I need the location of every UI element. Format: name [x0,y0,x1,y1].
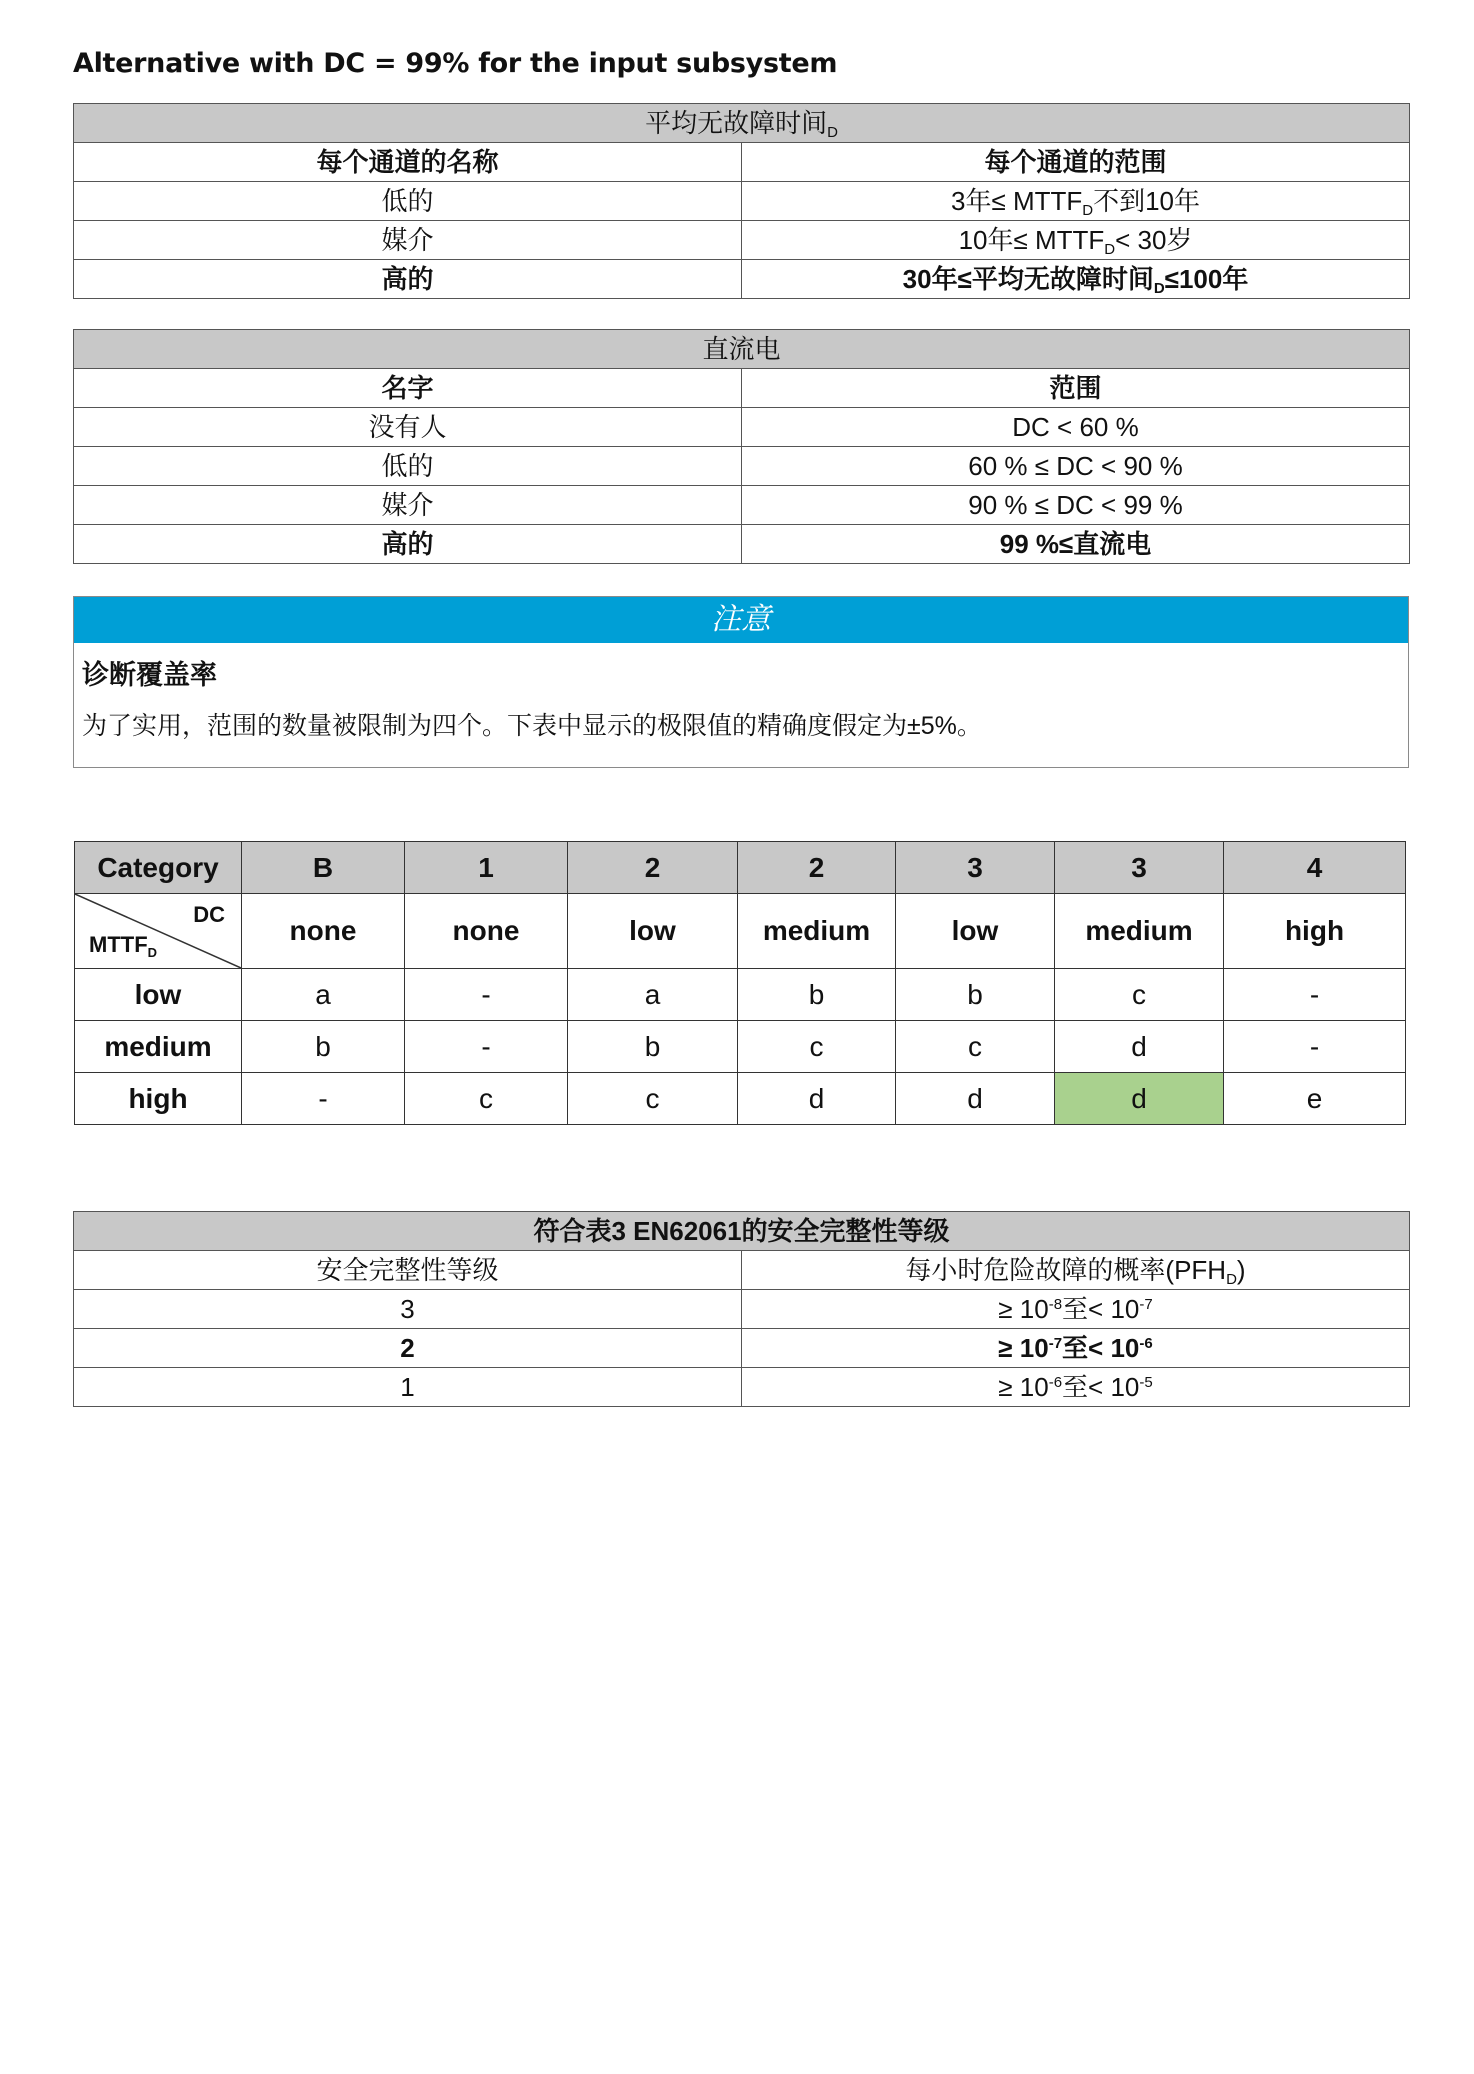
dc-col-name-header: 名字 [74,369,742,408]
pl-cell: b [568,1021,738,1073]
note-title: 诊断覆盖率 [82,660,217,690]
sil-table-title: 符合表3 EN62061的安全完整性等级 [74,1212,1410,1251]
sil-level-cell: 2 [74,1329,742,1368]
table-row [75,969,1406,1021]
pl-cell: c [568,1073,738,1125]
pl-cell: d [896,1073,1055,1125]
sil-pfh-cell: ≥ $10^{-8}$至< $10^{-7}$ [742,1290,1410,1329]
dc-level-row [75,894,1406,969]
note-box [73,596,1409,768]
mttfd-name-cell: 低的 [74,182,742,221]
pl-cell: - [242,1073,405,1125]
table-row [74,486,1410,525]
pl-cell: c [896,1021,1055,1073]
category-table [74,841,1406,1125]
pl-cell: - [1224,1021,1406,1073]
pl-cell: c [738,1021,896,1073]
table-row [75,1073,1406,1125]
table-row [74,447,1410,486]
category-header: 1 [405,842,568,894]
mttfd-table-title: 平均无故障时间$_D$ [74,104,1410,143]
category-header: B [242,842,405,894]
mttfd-col-range-header: 每个通道的范围 [742,143,1410,182]
dc-range-cell: 99 %≤直流电 [742,525,1410,564]
dc-name-cell: 高的 [74,525,742,564]
category-header: 4 [1224,842,1406,894]
mttfd-range-cell: 10年≤ $MTTF_D< 30$岁 [742,221,1410,260]
dc-range-cell: DC < 60 % [742,408,1410,447]
table-row [74,525,1410,564]
dc-level-cell: medium [738,894,896,969]
mttf-row-label: medium [75,1021,242,1073]
sil-table [73,1211,1410,1407]
table-row [74,221,1410,260]
pl-cell-highlighted: d [1055,1073,1224,1125]
sil-level-cell: 3 [74,1290,742,1329]
mttf-row-label: low [75,969,242,1021]
sil-level-cell: 1 [74,1368,742,1407]
table-row [74,1368,1410,1407]
category-header-row [75,842,1406,894]
mttf-row-label: high [75,1073,242,1125]
sil-col-pfh-header: 每小时危险故障的概率$(PFH_D)$ [742,1251,1410,1290]
table-row [74,182,1410,221]
sil-pfh-cell: ≥ $10^{-7}$至< $10^{-6}$ [742,1329,1410,1368]
dc-table-title: 直流电 [74,330,1410,369]
dc-name-cell: 没有人 [74,408,742,447]
mttf-axis-label: $MTTF_D$ [89,932,158,960]
sil-pfh-cell: ≥ $10^{-6}$至< $10^{-5}$ [742,1368,1410,1407]
mttfd-col-name-header: 每个通道的名称 [74,143,742,182]
dc-level-cell: high [1224,894,1406,969]
dc-level-cell: medium [1055,894,1224,969]
diagonal-header-cell [75,894,242,969]
sil-col-level-header: 安全完整性等级 [74,1251,742,1290]
dc-col-range-header: 范围 [742,369,1410,408]
pl-cell: - [405,1021,568,1073]
category-header: 3 [1055,842,1224,894]
table-row [74,408,1410,447]
dc-level-cell: low [568,894,738,969]
mttfd-table [73,103,1410,299]
pl-cell: - [1224,969,1406,1021]
category-header: 2 [568,842,738,894]
table-row [74,1290,1410,1329]
category-corner: Category [75,842,242,894]
category-header: 2 [738,842,896,894]
dc-level-cell: none [242,894,405,969]
dc-name-cell: 低的 [74,447,742,486]
pl-cell: c [405,1073,568,1125]
mttfd-range-cell: 30年≤平均无故障时间$_D$≤100年 [742,260,1410,299]
category-header: 3 [896,842,1055,894]
pl-cell: d [1055,1021,1224,1073]
table-row [75,1021,1406,1073]
pl-cell: b [896,969,1055,1021]
dc-range-cell: 90 % ≤ DC < 99 % [742,486,1410,525]
pl-cell: b [242,1021,405,1073]
pl-cell: b [738,969,896,1021]
pl-cell: d [738,1073,896,1125]
dc-level-cell: none [405,894,568,969]
mttfd-name-cell: 媒介 [74,221,742,260]
mttfd-range-cell: 3年≤ $MTTF_D$不到10年 [742,182,1410,221]
pl-cell: c [1055,969,1224,1021]
pl-cell: a [242,969,405,1021]
table-row [74,1329,1410,1368]
dc-level-cell: low [896,894,1055,969]
dc-name-cell: 媒介 [74,486,742,525]
page-heading: Alternative with DC = 99% for the input subsystem [73,48,838,79]
pl-cell: e [1224,1073,1406,1125]
table-row [74,260,1410,299]
note-banner: 注意 [74,597,1408,643]
note-text: 为了实用，范围的数量被限制为四个。下表中显示的极限值的精确度假定为±5%。 [82,712,982,740]
mttfd-name-cell: 高的 [74,260,742,299]
dc-axis-label: DC [193,902,225,927]
dc-range-cell: 60 % ≤ DC < 90 % [742,447,1410,486]
pl-cell: - [405,969,568,1021]
dc-table [73,329,1410,564]
pl-cell: a [568,969,738,1021]
